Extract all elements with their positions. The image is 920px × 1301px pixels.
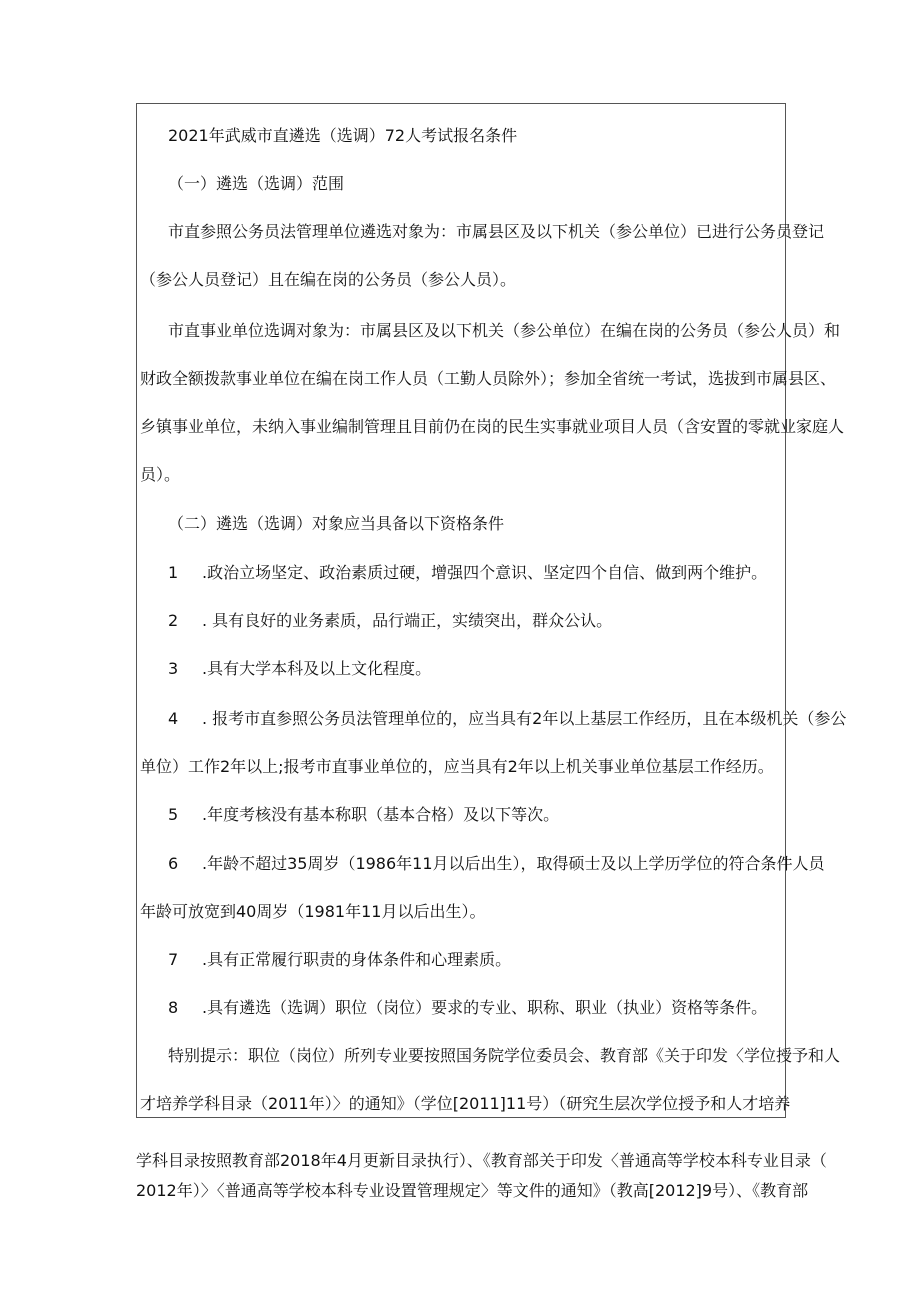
list-item-number: 3 (168, 659, 179, 678)
list-item-text: .政治立场坚定、政治素质过硬，增强四个意识、坚定四个自信、做到两个维护。 (202, 563, 768, 582)
list-item-1 (168, 563, 767, 583)
list-item-2 (168, 611, 612, 631)
section2-heading: （二）遴选（选调）对象应当具备以下资格条件 (168, 514, 505, 533)
list-item-text: .具有正常履行职责的身体条件和心理素质。 (202, 950, 512, 969)
list-item-5 (168, 805, 559, 825)
notice-line1: 特别提示：职位（岗位）所列专业要按照国务院学位委员会、教育部《关于印发〈学位授予和人 (168, 1046, 841, 1065)
list-item-3 (168, 659, 431, 679)
list-item-6 (168, 854, 825, 874)
section1-para2-line2: 财政全额拨款事业单位在编在岗工作人员（工勤人员除外）；参加全省统一考试，选拔到市属县区、 (140, 369, 837, 388)
list-item-number: 1 (168, 563, 179, 582)
list-item-number: 5 (168, 805, 179, 824)
notice-outside-line2: 2012年）〉〈普通高等学校本科专业设置管理规定〉等文件的通知》（教高[2012]9号）、《教育部 (136, 1181, 809, 1200)
list-item-6-continued: 年龄可放宽到40周岁（1981年11月以后出生）。 (140, 902, 486, 921)
list-item-number: 4 (168, 709, 179, 728)
section1-para1-line2: （参公人员登记）且在编在岗的公务员（参公人员）。 (140, 270, 517, 289)
list-item-text: . 报考市直参照公务员法管理单位的，应当具有2年以上基层工作经历，且在本级机关（参公 (202, 709, 847, 728)
list-item-4-continued: 单位）工作2年以上;报考市直事业单位的，应当具有2年以上机关事业单位基层工作经历。 (140, 757, 774, 776)
list-item-4 (168, 709, 846, 729)
list-item-number: 6 (168, 854, 179, 873)
list-item-text: .年龄不超过35周岁（1986年11月以后出生），取得硕士及以上学历学位的符合条件人员 (202, 854, 825, 873)
list-item-8 (168, 998, 767, 1018)
list-item-number: 8 (168, 998, 179, 1017)
list-item-7 (168, 950, 511, 970)
notice-outside-line1: 学科目录按照教育部2018年4月更新目录执行）、《教育部关于印发〈普通高等学校本科专业目录（ (136, 1151, 827, 1170)
list-item-number: 2 (168, 611, 179, 630)
section1-para1-line1: 市直参照公务员法管理单位遴选对象为：市属县区及以下机关（参公单位）已进行公务员登记 (168, 222, 825, 241)
list-item-text: .具有大学本科及以上文化程度。 (202, 659, 432, 678)
notice-line2: 才培养学科目录（2011年）〉的通知》（学位[2011]11号）（研究生层次学位授予和人才培养 (140, 1094, 791, 1113)
document-title: 2021年武威市直遴选（选调）72人考试报名条件 (168, 126, 518, 145)
section1-para2-line4: 员）。 (140, 465, 181, 484)
list-item-text: .年度考核没有基本称职（基本合格）及以下等次。 (202, 805, 560, 824)
section1-para2-line1: 市直事业单位选调对象为：市属县区及以下机关（参公单位）在编在岗的公务员（参公人员）和 (168, 321, 841, 340)
list-item-number: 7 (168, 950, 179, 969)
section1-heading: （一）遴选（选调）范围 (168, 174, 345, 193)
list-item-text: .具有遴选（选调）职位（岗位）要求的专业、职称、职业（执业）资格等条件。 (202, 998, 768, 1017)
section1-para2-line3: 乡镇事业单位，未纳入事业编制管理且目前仍在岗的民生实事就业项目人员（含安置的零就业家庭人 (140, 417, 845, 436)
list-item-text: . 具有良好的业务素质，品行端正，实绩突出，群众公认。 (202, 611, 613, 630)
